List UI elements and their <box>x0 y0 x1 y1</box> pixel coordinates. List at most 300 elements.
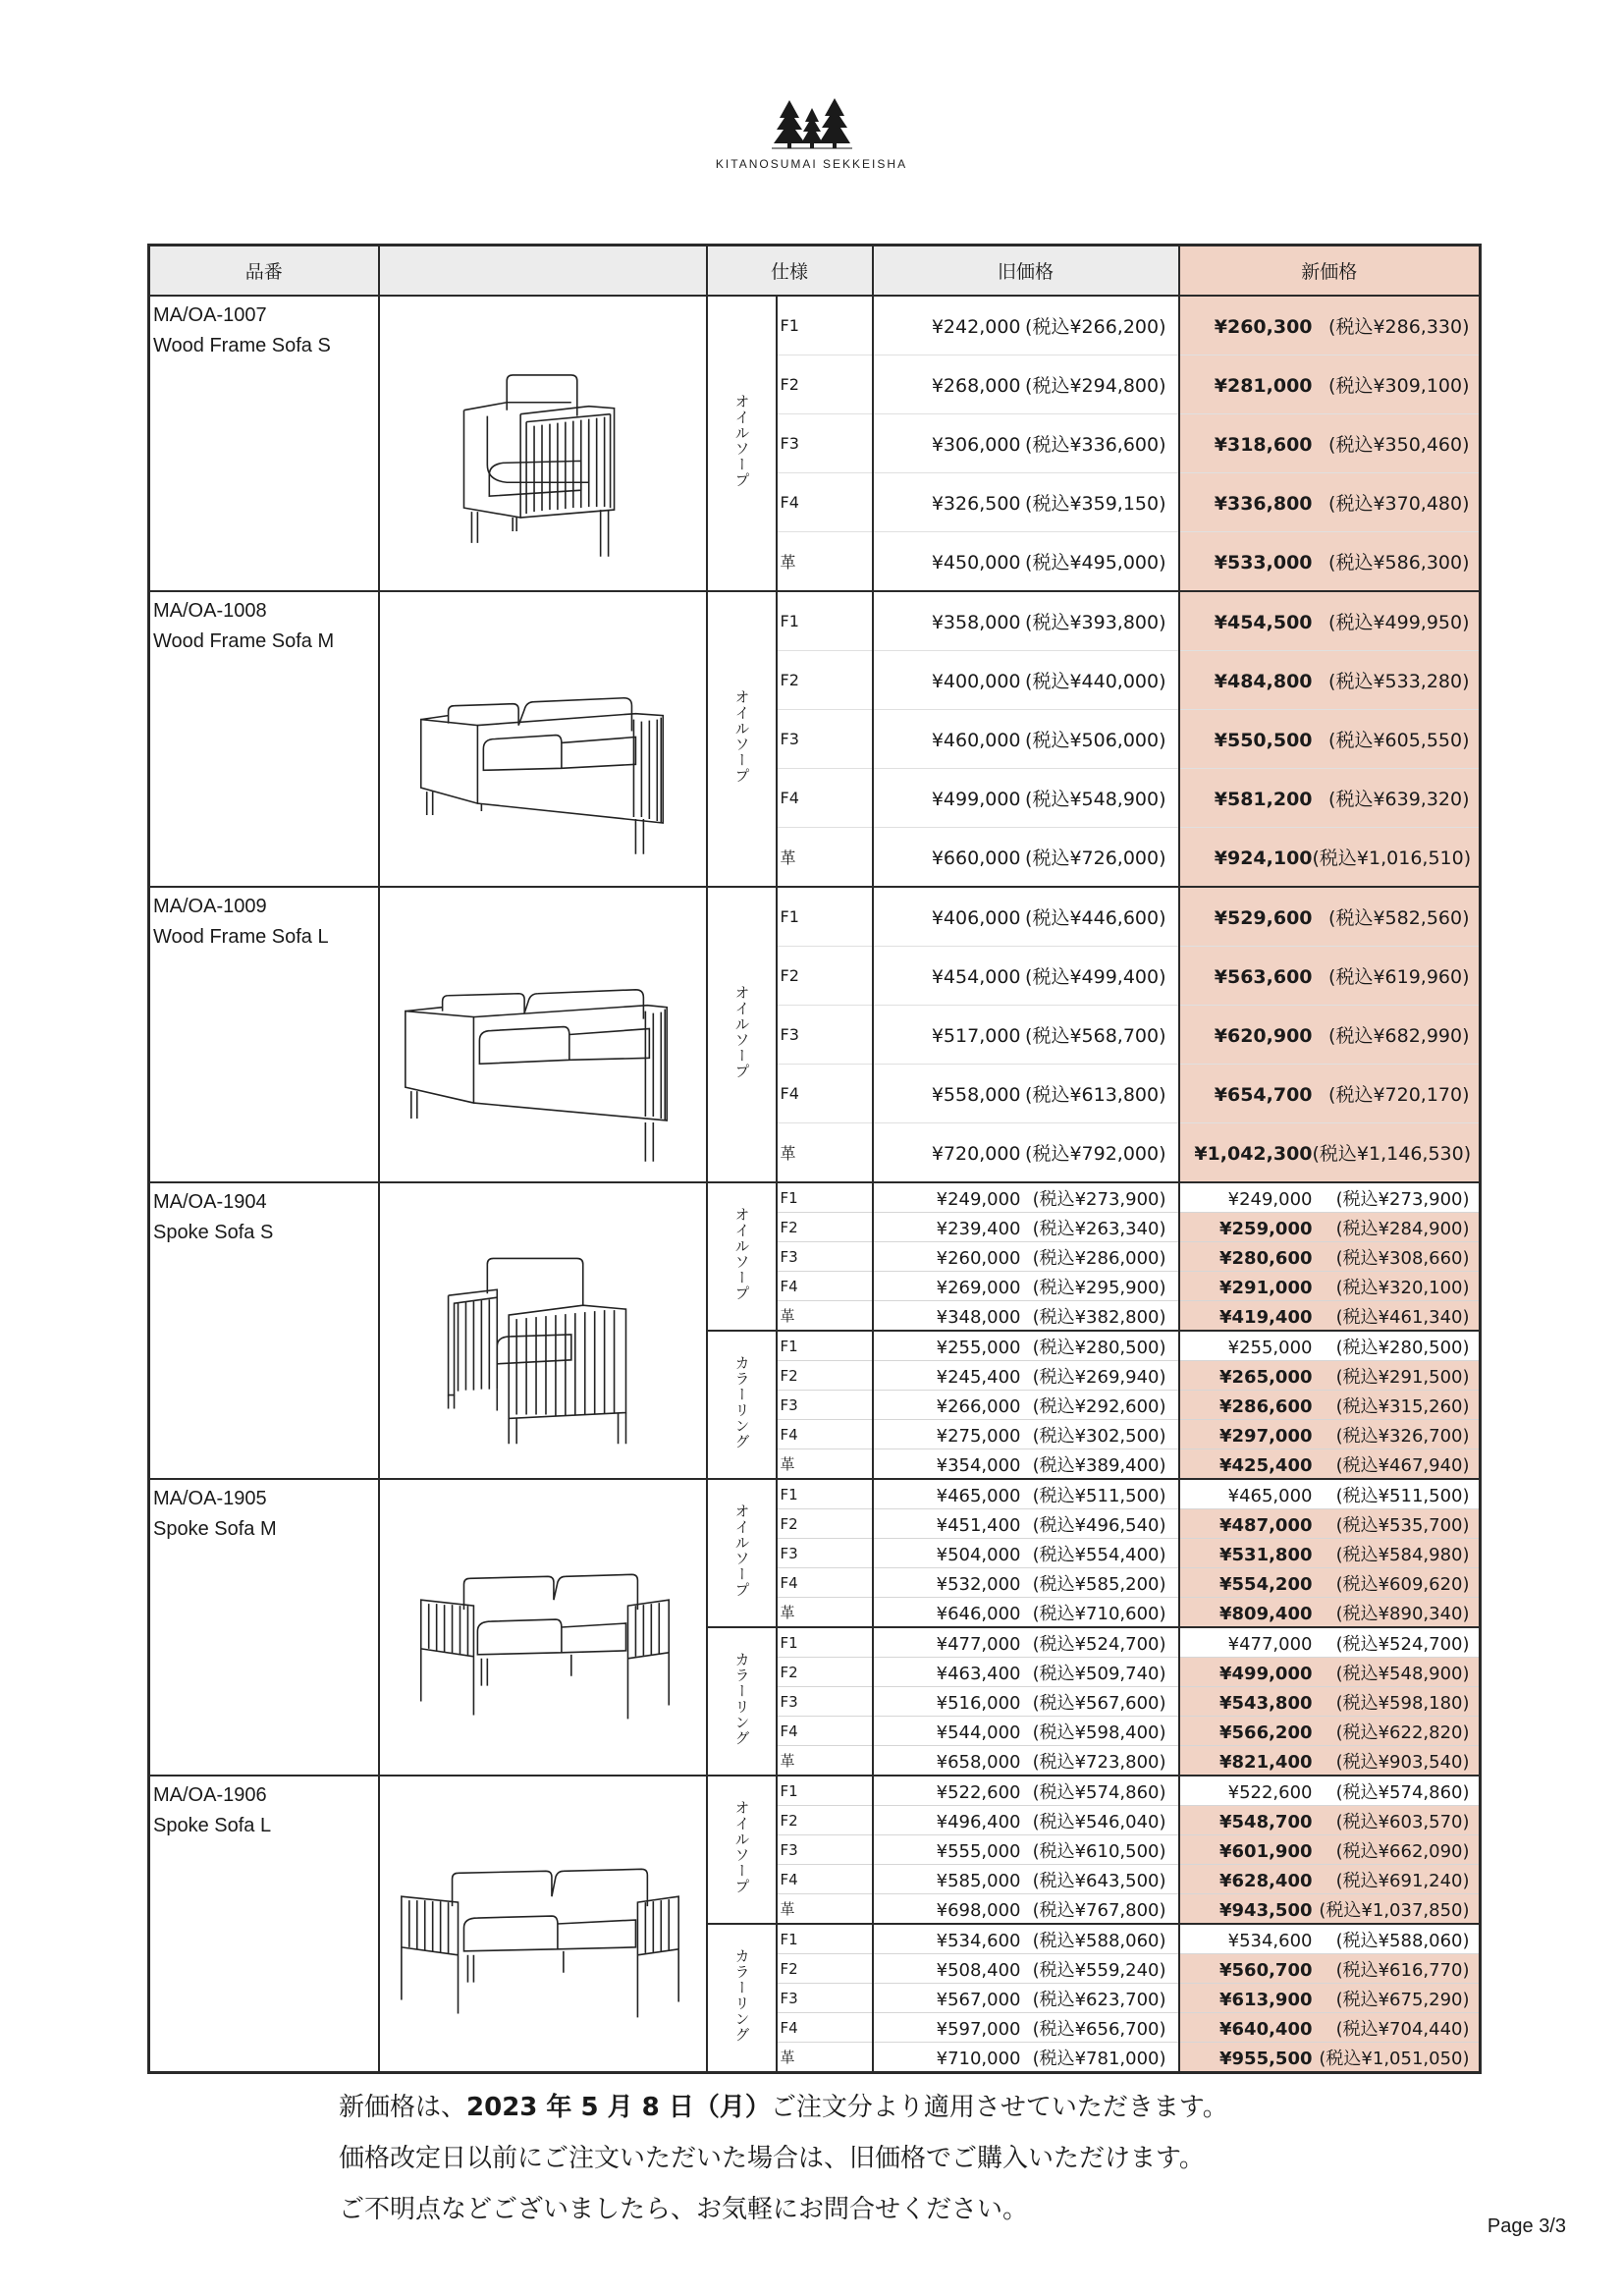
new-price-cell <box>1179 1420 1481 1449</box>
new-price: ¥259,000 <box>1219 1218 1313 1239</box>
new-price: ¥533,000 <box>1214 552 1313 574</box>
old-price-cell <box>873 1806 1179 1835</box>
old-price-tax: (税込¥509,740) <box>1032 1663 1166 1684</box>
spec-cell <box>707 1182 777 1331</box>
new-price: ¥499,000 <box>1219 1663 1313 1684</box>
new-price-tax: (税込¥682,990) <box>1328 1025 1470 1047</box>
spec-label: オイルソープ <box>732 1207 751 1301</box>
new-price-tax: (税込¥320,100) <box>1335 1277 1470 1298</box>
new-price-cell <box>1179 355 1481 414</box>
new-price: ¥654,700 <box>1214 1084 1313 1106</box>
old-price-cell <box>873 651 1179 710</box>
old-price-cell <box>873 1065 1179 1123</box>
old-price-tax: (税込¥610,500) <box>1032 1840 1166 1862</box>
new-price-tax: (税込¥524,700) <box>1335 1633 1470 1655</box>
old-price-cell <box>873 1182 1179 1213</box>
new-price-tax: (税込¥609,620) <box>1335 1573 1470 1595</box>
new-price-cell <box>1179 828 1481 888</box>
new-price: ¥477,000 <box>1227 1633 1313 1655</box>
new-price-cell <box>1179 1539 1481 1568</box>
old-price-tax: (税込¥767,800) <box>1032 1899 1166 1921</box>
new-price: ¥529,600 <box>1214 907 1313 929</box>
finish-cell: 革 <box>777 1598 873 1628</box>
new-price-cell <box>1179 1598 1481 1628</box>
new-price-cell <box>1179 1835 1481 1865</box>
finish-cell: F4 <box>777 769 873 828</box>
spoke-sofa-l-icon <box>380 1777 706 2071</box>
new-price: ¥484,800 <box>1214 671 1313 692</box>
old-price: ¥698,000 <box>936 1899 1021 1921</box>
sofa-s-icon <box>380 297 706 590</box>
spec-cell <box>707 591 777 887</box>
product-name: Wood Frame Sofa S <box>153 335 331 356</box>
new-price: ¥336,800 <box>1214 493 1313 515</box>
new-price-cell <box>1179 473 1481 532</box>
old-price-cell <box>873 1361 1179 1391</box>
new-price-cell <box>1179 1182 1481 1213</box>
finish-cell: F2 <box>777 1213 873 1242</box>
new-price-tax: (税込¥584,980) <box>1335 1544 1470 1565</box>
table-row <box>149 1479 1481 1509</box>
old-price-cell <box>873 947 1179 1006</box>
price-table-body <box>149 296 1481 2073</box>
old-price-cell <box>873 1746 1179 1777</box>
new-price-tax: (税込¥903,540) <box>1335 1751 1470 1773</box>
new-price-tax: (税込¥662,090) <box>1335 1840 1470 1862</box>
old-price-cell <box>873 591 1179 651</box>
new-price: ¥563,600 <box>1214 966 1313 988</box>
table-row <box>149 1776 1481 1806</box>
sofa-l-icon <box>380 888 706 1181</box>
new-price-cell <box>1179 1123 1481 1183</box>
new-price-tax: (税込¥1,016,510) <box>1312 847 1472 869</box>
old-price: ¥496,400 <box>936 1811 1021 1832</box>
product-code: MA/OA-1009 <box>153 896 267 917</box>
old-price: ¥255,000 <box>936 1337 1021 1358</box>
old-price-tax: (税込¥294,800) <box>1025 375 1166 397</box>
old-price-cell <box>873 1924 1179 1954</box>
old-price: ¥249,000 <box>936 1188 1021 1210</box>
old-price: ¥567,000 <box>936 1989 1021 2010</box>
old-price-tax: (税込¥389,400) <box>1032 1454 1166 1476</box>
new-price: ¥560,700 <box>1219 1959 1313 1981</box>
old-price: ¥268,000 <box>931 375 1021 397</box>
old-price-cell <box>873 355 1179 414</box>
new-price-cell <box>1179 1006 1481 1065</box>
finish-cell: F4 <box>777 1272 873 1301</box>
old-price: ¥406,000 <box>931 907 1021 929</box>
old-price-cell <box>873 1449 1179 1480</box>
new-price-cell <box>1179 1242 1481 1272</box>
new-price: ¥548,700 <box>1219 1811 1313 1832</box>
product-name: Wood Frame Sofa M <box>153 630 335 652</box>
finish-cell: F2 <box>777 1361 873 1391</box>
new-price-tax: (税込¥1,146,530) <box>1312 1143 1472 1165</box>
new-price-cell <box>1179 710 1481 769</box>
old-price-tax: (税込¥568,700) <box>1025 1025 1166 1047</box>
new-price-tax: (税込¥586,300) <box>1328 552 1470 574</box>
old-price-tax: (税込¥286,000) <box>1032 1247 1166 1269</box>
new-price: ¥955,500 <box>1219 2048 1313 2069</box>
finish-cell: F3 <box>777 710 873 769</box>
new-price: ¥531,800 <box>1219 1544 1313 1565</box>
finish-cell: F2 <box>777 947 873 1006</box>
new-price: ¥249,000 <box>1227 1188 1313 1210</box>
old-price-tax: (税込¥546,040) <box>1032 1811 1166 1832</box>
old-price: ¥534,600 <box>936 1930 1021 1951</box>
spec-cell <box>707 1776 777 1924</box>
finish-cell: F1 <box>777 887 873 947</box>
old-price: ¥517,000 <box>931 1025 1021 1047</box>
new-price-tax: (税込¥598,180) <box>1335 1692 1470 1714</box>
finish-cell: F4 <box>777 1865 873 1894</box>
old-price-tax: (税込¥496,540) <box>1032 1514 1166 1536</box>
new-price: ¥543,800 <box>1219 1692 1313 1714</box>
new-price: ¥924,100 <box>1214 847 1313 869</box>
new-price: ¥554,200 <box>1219 1573 1313 1595</box>
new-price-cell <box>1179 2043 1481 2073</box>
old-price-tax: (税込¥548,900) <box>1025 789 1166 810</box>
product-cell <box>149 1776 379 2073</box>
finish-cell: F2 <box>777 1806 873 1835</box>
old-price-tax: (税込¥574,860) <box>1032 1781 1166 1803</box>
product-code: MA/OA-1906 <box>153 1784 267 1806</box>
product-code: MA/OA-1905 <box>153 1488 267 1509</box>
new-price: ¥260,300 <box>1214 316 1313 338</box>
old-price-cell <box>873 414 1179 473</box>
old-price: ¥646,000 <box>936 1603 1021 1624</box>
new-price-tax: (税込¥616,770) <box>1335 1959 1470 1981</box>
old-price-cell <box>873 887 1179 947</box>
old-price-tax: (税込¥273,900) <box>1032 1188 1166 1210</box>
new-price: ¥454,500 <box>1214 612 1313 633</box>
old-price: ¥710,000 <box>936 2048 1021 2069</box>
new-price: ¥550,500 <box>1214 730 1313 751</box>
old-price: ¥275,000 <box>936 1425 1021 1447</box>
finish-cell: F3 <box>777 414 873 473</box>
finish-cell: 革 <box>777 2043 873 2073</box>
new-price-tax: (税込¥890,340) <box>1335 1603 1470 1624</box>
new-price: ¥281,000 <box>1214 375 1313 397</box>
old-price-tax: (税込¥295,900) <box>1032 1277 1166 1298</box>
new-price-tax: (税込¥588,060) <box>1335 1930 1470 1951</box>
new-price-tax: (税込¥286,330) <box>1328 316 1470 338</box>
finish-cell: F1 <box>777 1331 873 1361</box>
old-price-cell <box>873 1954 1179 1984</box>
new-price-tax: (税込¥548,900) <box>1335 1663 1470 1684</box>
header-new-price: 新価格 <box>1179 246 1481 297</box>
old-price-tax: (税込¥440,000) <box>1025 671 1166 692</box>
old-price: ¥400,000 <box>931 671 1021 692</box>
old-price-tax: (税込¥302,500) <box>1032 1425 1166 1447</box>
new-price: ¥522,600 <box>1227 1781 1313 1803</box>
finish-cell: 革 <box>777 828 873 888</box>
new-price: ¥255,000 <box>1227 1337 1313 1358</box>
sofa-m-icon <box>380 592 706 886</box>
new-price: ¥943,500 <box>1219 1899 1313 1921</box>
old-price-cell <box>873 828 1179 888</box>
notice-line-2: 価格改定日以前にご注文いただいた場合は、旧価格でご購入いただけます。 <box>339 2144 1205 2173</box>
old-price: ¥585,000 <box>936 1870 1021 1891</box>
new-price-cell <box>1179 1687 1481 1717</box>
old-price: ¥465,000 <box>936 1485 1021 1506</box>
new-price-cell <box>1179 1213 1481 1242</box>
old-price-tax: (税込¥598,400) <box>1032 1722 1166 1743</box>
old-price: ¥460,000 <box>931 730 1021 751</box>
new-price-cell <box>1179 769 1481 828</box>
old-price-cell <box>873 1687 1179 1717</box>
old-price: ¥463,400 <box>936 1663 1021 1684</box>
notice-line-1-suffix: ご注文分より適用させていただきます。 <box>770 2093 1228 2122</box>
spec-cell <box>707 296 777 591</box>
old-price-cell <box>873 1865 1179 1894</box>
product-cell <box>149 1479 379 1776</box>
new-price-tax: (税込¥284,900) <box>1335 1218 1470 1239</box>
finish-cell: F1 <box>777 1479 873 1509</box>
old-price-cell <box>873 1894 1179 1925</box>
new-price-tax: (税込¥619,960) <box>1328 966 1470 988</box>
new-price-tax: (税込¥720,170) <box>1328 1084 1470 1106</box>
new-price-cell <box>1179 1331 1481 1361</box>
new-price-cell <box>1179 1924 1481 1954</box>
old-price-tax: (税込¥726,000) <box>1025 847 1166 869</box>
old-price-cell <box>873 1835 1179 1865</box>
spec-cell <box>707 1627 777 1776</box>
old-price-tax: (税込¥723,800) <box>1032 1751 1166 1773</box>
new-price-tax: (税込¥370,480) <box>1328 493 1470 515</box>
new-price: ¥581,200 <box>1214 789 1313 810</box>
new-price: ¥286,600 <box>1219 1395 1313 1417</box>
old-price-cell <box>873 710 1179 769</box>
old-price-tax: (税込¥292,600) <box>1032 1395 1166 1417</box>
spec-label: オイルソープ <box>732 689 751 784</box>
new-price-tax: (税込¥533,280) <box>1328 671 1470 692</box>
new-price-cell <box>1179 1509 1481 1539</box>
new-price-cell <box>1179 1065 1481 1123</box>
new-price-tax: (税込¥675,290) <box>1335 1989 1470 2010</box>
finish-cell: F3 <box>777 1687 873 1717</box>
table-row <box>149 591 1481 651</box>
old-price-tax: (税込¥554,400) <box>1032 1544 1166 1565</box>
old-price-tax: (税込¥559,240) <box>1032 1959 1166 1981</box>
old-price-cell <box>873 1213 1179 1242</box>
spec-label: オイルソープ <box>732 985 751 1079</box>
old-price-tax: (税込¥613,800) <box>1025 1084 1166 1106</box>
old-price: ¥660,000 <box>931 847 1021 869</box>
old-price: ¥354,000 <box>936 1454 1021 1476</box>
product-cell <box>149 887 379 1182</box>
new-price-tax: (税込¥691,240) <box>1335 1870 1470 1891</box>
old-price-cell <box>873 1776 1179 1806</box>
new-price: ¥291,000 <box>1219 1277 1313 1298</box>
old-price-tax: (税込¥359,150) <box>1025 493 1166 515</box>
product-image <box>379 1479 707 1776</box>
old-price-cell <box>873 1984 1179 2013</box>
new-price-tax: (税込¥511,500) <box>1335 1485 1470 1506</box>
old-price-cell <box>873 296 1179 355</box>
old-price-cell <box>873 2043 1179 2073</box>
new-price-tax: (税込¥535,700) <box>1335 1514 1470 1536</box>
new-price-cell <box>1179 1776 1481 1806</box>
old-price: ¥522,600 <box>936 1781 1021 1803</box>
new-price-cell <box>1179 532 1481 592</box>
old-price-cell <box>873 1123 1179 1183</box>
old-price-cell <box>873 1006 1179 1065</box>
new-price-tax: (税込¥326,700) <box>1335 1425 1470 1447</box>
old-price-tax: (税込¥524,700) <box>1032 1633 1166 1655</box>
finish-cell: F3 <box>777 1391 873 1420</box>
product-name: Spoke Sofa M <box>153 1518 277 1540</box>
old-price: ¥516,000 <box>936 1692 1021 1714</box>
finish-cell: F4 <box>777 473 873 532</box>
old-price-cell <box>873 1420 1179 1449</box>
old-price-tax: (税込¥336,600) <box>1025 434 1166 456</box>
product-image <box>379 1776 707 2073</box>
brand-logo <box>0 94 1623 171</box>
old-price: ¥358,000 <box>931 612 1021 633</box>
new-price-tax: (税込¥1,037,850) <box>1319 1899 1470 1921</box>
new-price-tax: (税込¥461,340) <box>1335 1306 1470 1328</box>
finish-cell: 革 <box>777 532 873 592</box>
header-old-price: 旧価格 <box>873 246 1179 297</box>
new-price: ¥821,400 <box>1219 1751 1313 1773</box>
new-price-tax: (税込¥467,940) <box>1335 1454 1470 1476</box>
finish-cell: 革 <box>777 1123 873 1183</box>
old-price-cell <box>873 1717 1179 1746</box>
notice-line-1 <box>339 2082 1228 2133</box>
product-name: Wood Frame Sofa L <box>153 926 329 948</box>
spec-label: カラーリング <box>732 1355 751 1449</box>
finish-cell: F2 <box>777 1509 873 1539</box>
spoke-sofa-s-icon <box>380 1183 706 1478</box>
header-spec: 仕様 <box>707 246 873 297</box>
finish-cell: F4 <box>777 2013 873 2043</box>
old-price-tax: (税込¥280,500) <box>1032 1337 1166 1358</box>
old-price: ¥508,400 <box>936 1959 1021 1981</box>
old-price: ¥544,000 <box>936 1722 1021 1743</box>
new-price-tax: (税込¥315,260) <box>1335 1395 1470 1417</box>
old-price-cell <box>873 1598 1179 1628</box>
old-price: ¥532,000 <box>936 1573 1021 1595</box>
new-price: ¥566,200 <box>1219 1722 1313 1743</box>
new-price: ¥628,400 <box>1219 1870 1313 1891</box>
new-price-cell <box>1179 296 1481 355</box>
finish-cell: F1 <box>777 296 873 355</box>
finish-cell: F4 <box>777 1568 873 1598</box>
new-price-cell <box>1179 1627 1481 1658</box>
old-price-cell <box>873 1627 1179 1658</box>
finish-cell: 革 <box>777 1894 873 1925</box>
new-price-cell <box>1179 1865 1481 1894</box>
table-row <box>149 1182 1481 1213</box>
old-price-cell <box>873 1658 1179 1687</box>
old-price-cell <box>873 473 1179 532</box>
new-price-cell <box>1179 1568 1481 1598</box>
old-price: ¥260,000 <box>936 1247 1021 1269</box>
new-price-tax: (税込¥574,860) <box>1335 1781 1470 1803</box>
product-cell <box>149 296 379 591</box>
old-price-cell <box>873 1301 1179 1332</box>
finish-cell: F3 <box>777 1539 873 1568</box>
finish-cell: F1 <box>777 1776 873 1806</box>
old-price-cell <box>873 1539 1179 1568</box>
product-image <box>379 591 707 887</box>
new-price: ¥465,000 <box>1227 1485 1313 1506</box>
new-price-tax: (税込¥291,500) <box>1335 1366 1470 1388</box>
old-price-tax: (税込¥269,940) <box>1032 1366 1166 1388</box>
table-header-row <box>149 246 1481 297</box>
old-price: ¥245,400 <box>936 1366 1021 1388</box>
new-price-cell <box>1179 947 1481 1006</box>
finish-cell: F1 <box>777 1182 873 1213</box>
old-price: ¥504,000 <box>936 1544 1021 1565</box>
old-price: ¥555,000 <box>936 1840 1021 1862</box>
spec-label: オイルソープ <box>732 394 751 488</box>
new-price-tax: (税込¥622,820) <box>1335 1722 1470 1743</box>
old-price-cell <box>873 532 1179 592</box>
old-price-cell <box>873 2013 1179 2043</box>
finish-cell: F3 <box>777 1006 873 1065</box>
new-price: ¥534,600 <box>1227 1930 1313 1951</box>
finish-cell: F4 <box>777 1717 873 1746</box>
new-price-cell <box>1179 1361 1481 1391</box>
new-price-cell <box>1179 887 1481 947</box>
new-price-cell <box>1179 651 1481 710</box>
new-price-tax: (税込¥704,440) <box>1335 2018 1470 2040</box>
product-image <box>379 1182 707 1479</box>
new-price-cell <box>1179 1449 1481 1480</box>
new-price: ¥280,600 <box>1219 1247 1313 1269</box>
new-price-cell <box>1179 1894 1481 1925</box>
finish-cell: F1 <box>777 1924 873 1954</box>
spec-cell <box>707 1479 777 1627</box>
old-price-cell <box>873 1509 1179 1539</box>
old-price: ¥269,000 <box>936 1277 1021 1298</box>
new-price: ¥419,400 <box>1219 1306 1313 1328</box>
old-price: ¥720,000 <box>931 1143 1021 1165</box>
price-table <box>147 244 1482 2074</box>
table-row <box>149 296 1481 355</box>
old-price-cell <box>873 1568 1179 1598</box>
new-price-cell <box>1179 1806 1481 1835</box>
old-price-cell <box>873 1331 1179 1361</box>
new-price-cell <box>1179 1272 1481 1301</box>
new-price: ¥487,000 <box>1219 1514 1313 1536</box>
old-price: ¥499,000 <box>931 789 1021 810</box>
spec-label: オイルソープ <box>732 1800 751 1894</box>
old-price: ¥451,400 <box>936 1514 1021 1536</box>
old-price: ¥348,000 <box>936 1306 1021 1328</box>
new-price: ¥601,900 <box>1219 1840 1313 1862</box>
old-price-tax: (税込¥266,200) <box>1025 316 1166 338</box>
new-price-tax: (税込¥280,500) <box>1335 1337 1470 1358</box>
notice-line-1-prefix: 新価格は、 <box>339 2093 467 2122</box>
old-price-cell <box>873 769 1179 828</box>
old-price-tax: (税込¥446,600) <box>1025 907 1166 929</box>
spec-label: カラーリング <box>732 1948 751 2043</box>
spec-label: オイルソープ <box>732 1503 751 1598</box>
old-price-tax: (税込¥588,060) <box>1032 1930 1166 1951</box>
old-price-cell <box>873 1391 1179 1420</box>
new-price-cell <box>1179 591 1481 651</box>
old-price-tax: (税込¥382,800) <box>1032 1306 1166 1328</box>
old-price-tax: (税込¥781,000) <box>1032 2048 1166 2069</box>
new-price-tax: (税込¥639,320) <box>1328 789 1470 810</box>
old-price-tax: (税込¥495,000) <box>1025 552 1166 574</box>
old-price-tax: (税込¥656,700) <box>1032 2018 1166 2040</box>
new-price-cell <box>1179 2013 1481 2043</box>
new-price-tax: (税込¥350,460) <box>1328 434 1470 456</box>
